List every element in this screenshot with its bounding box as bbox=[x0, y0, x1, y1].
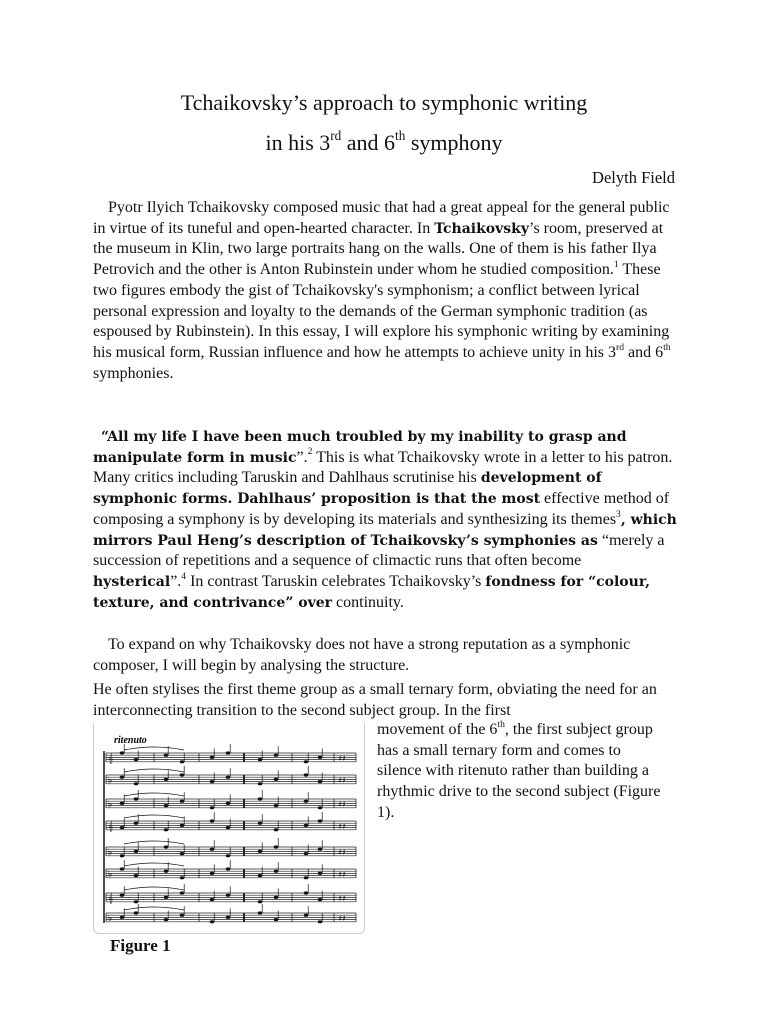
svg-text:♯♯: ♯♯ bbox=[338, 776, 346, 785]
footnote-ref-3[interactable]: 3 bbox=[616, 508, 621, 520]
svg-text:♭: ♭ bbox=[108, 870, 113, 880]
svg-text:♯♯: ♯♯ bbox=[338, 894, 346, 903]
document-title-line-1: Tchaikovsky’s approach to symphonic writing bbox=[180, 90, 588, 115]
figure-1-caption: Figure 1 bbox=[110, 936, 171, 955]
ritenuto-marking: ritenuto bbox=[114, 735, 147, 746]
paragraph-structure-intro: To expand on why Tchaikovsky does not have a strong reputation as a symphonic composer, I will begin by analysing the structure. bbox=[93, 636, 631, 674]
paragraph-ternary-form: He often stylises the first theme group as a small ternary form, obviating the need for an interconnecting transition to the second subject group. In the first bbox=[93, 681, 657, 719]
svg-text:𝄞: 𝄞 bbox=[108, 822, 114, 832]
svg-text:♯♯: ♯♯ bbox=[338, 870, 346, 879]
svg-text:𝄞: 𝄞 bbox=[108, 894, 114, 904]
footnote-ref-2[interactable]: 2 bbox=[307, 446, 313, 458]
svg-text:♯♯: ♯♯ bbox=[338, 914, 346, 923]
document-title-line-2: in his 3rd and 6th symphony bbox=[265, 128, 503, 155]
music-score-image bbox=[94, 723, 364, 933]
author-name: Delyth Field bbox=[592, 168, 675, 187]
paragraph-intro: Pyotr Ilyich Tchaikovsky composed music that had a great appeal for the general public in virtue of its tuneful and open-hearted character. In Tchaikovsky’s room, preserved at the museum in Klin, two large portraits hang on the walls. One of them is his father Ilya Petrovich and the other is Anton Rubinstein under whom he studied composition.$^1$ These two figures embody the gist of Tchaikovsky's symphonism; a conflict between lyrical personal expression and loyalty to the demands of the German symphonic tradition (as espoused by Rubinstein). In this essay, I will explore his symphonic writing by examining his musical form, Russian influence and how he attempts to achieve unity in his 3rd and 6th symphonies. bbox=[93, 199, 671, 382]
paragraph-form-critique: “All my life I have been much troubled by my inability to grasp and manipulate form in music”.$^2$ This is what Tchaikovsky wrote in a letter to his patron. Many critics including Taruskin and Dahlhaus scrutinise his development of symphonic forms. Dahlhaus’ proposition is that the most effective method of composing a symphony is by developing its materials and synthesizing its themes$^3$, which mirrors Paul Heng’s description of Tchaikovsky’s symphonies as “merely a succession of repetitions and a sequence of climactic runs that often become hysterical”.$^4$ In contrast Taruskin celebrates Tchaikovsky’s fondness for “colour, texture, and contrivance” over continuity. bbox=[93, 429, 677, 611]
svg-text:𝄞: 𝄞 bbox=[108, 754, 114, 764]
footnote-ref-4[interactable]: 4 bbox=[181, 570, 187, 582]
svg-text:♭: ♭ bbox=[108, 800, 113, 810]
footnote-ref-1[interactable]: 1 bbox=[613, 258, 619, 270]
figure-1-score-excerpt bbox=[93, 723, 365, 934]
svg-text:♯♯: ♯♯ bbox=[338, 754, 346, 763]
svg-text:♭: ♭ bbox=[108, 848, 113, 858]
paragraph-figure-description: movement of the 6th, the first subject group has a small ternary form and comes to silence with ritenuto rather than building a rhythmic drive to the second subject (Figure 1). bbox=[377, 718, 661, 821]
svg-text:♯♯: ♯♯ bbox=[338, 822, 346, 831]
svg-text:♭: ♭ bbox=[108, 776, 113, 786]
svg-text:♯♯: ♯♯ bbox=[338, 848, 346, 857]
svg-text:♭: ♭ bbox=[108, 914, 113, 924]
svg-text:♯♯: ♯♯ bbox=[338, 800, 346, 809]
